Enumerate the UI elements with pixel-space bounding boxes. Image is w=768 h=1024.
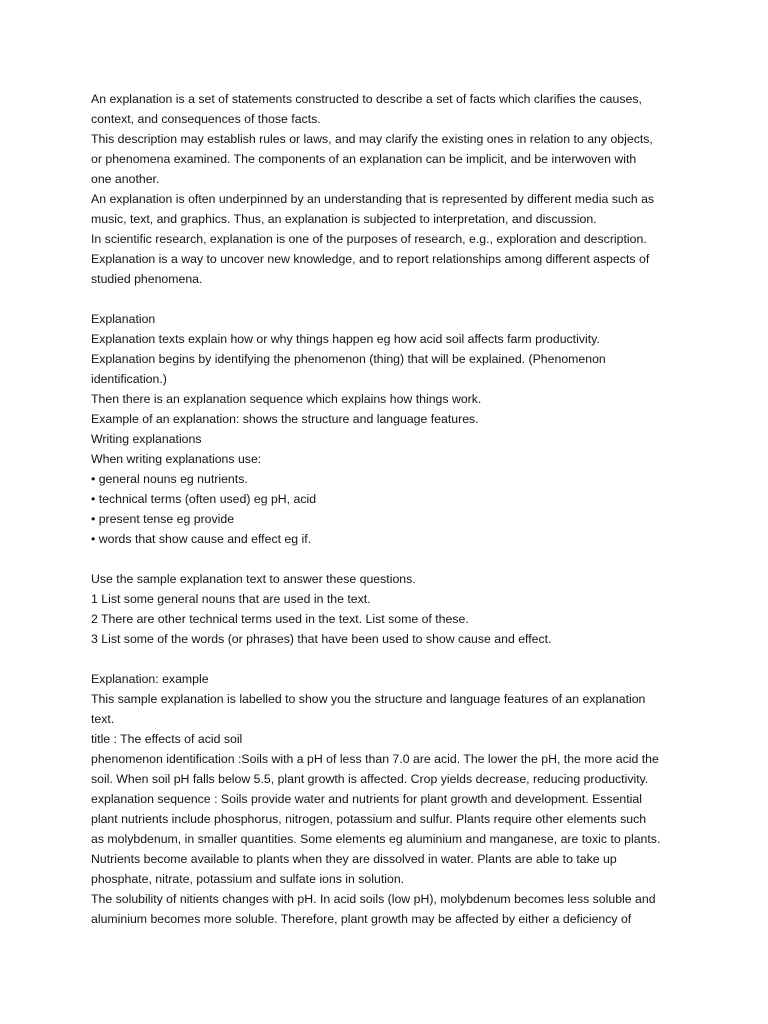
bullet-item: • technical terms (often used) eg pH, acid bbox=[91, 492, 317, 506]
text-line: phenomenon identification :Soils with a pH of less than 7.0 are acid. The lower the pH, the more acid the bbox=[91, 752, 659, 766]
questions-section bbox=[91, 569, 691, 649]
subheading: Writing explanations bbox=[91, 432, 202, 446]
question-item: 2 There are other technical terms used in the text. List some of these. bbox=[91, 612, 469, 626]
text-line: An explanation is a set of statements constructed to describe a set of facts which clarifies the causes, bbox=[91, 92, 642, 106]
intro-paragraph bbox=[91, 89, 691, 289]
text-line: or phenomena examined. The components of an explanation can be implicit, and be interwoven with bbox=[91, 152, 637, 166]
text-line: Use the sample explanation text to answer these questions. bbox=[91, 572, 416, 586]
bullet-item: • general nouns eg nutrients. bbox=[91, 472, 248, 486]
text-line: Then there is an explanation sequence which explains how things work. bbox=[91, 392, 482, 406]
text-line: as molybdenum, in smaller quantities. Some elements eg aluminium and manganese, are toxic to plants. bbox=[91, 832, 661, 846]
paragraph-spacer bbox=[91, 289, 691, 309]
example-section bbox=[91, 669, 691, 929]
text-line: In scientific research, explanation is one of the purposes of research, e.g., exploration and description. bbox=[91, 232, 647, 246]
bullet-item: • words that show cause and effect eg if. bbox=[91, 532, 312, 546]
text-line: studied phenomena. bbox=[91, 272, 203, 286]
text-line: Explanation texts explain how or why things happen eg how acid soil affects farm productivity. bbox=[91, 332, 600, 346]
paragraph-spacer bbox=[91, 649, 691, 669]
text-line: music, text, and graphics. Thus, an explanation is subjected to interpretation, and discussion. bbox=[91, 212, 597, 226]
text-line: This sample explanation is labelled to show you the structure and language features of an explanation bbox=[91, 692, 646, 706]
text-line: An explanation is often underpinned by an understanding that is represented by different media such as bbox=[91, 192, 655, 206]
text-line: phosphate, nitrate, potassium and sulfate ions in solution. bbox=[91, 872, 405, 886]
text-line: The solubility of nitients changes with pH. In acid soils (low pH), molybdenum becomes less soluble and bbox=[91, 892, 656, 906]
text-line: Explanation is a way to uncover new knowledge, and to report relationships among different aspects of bbox=[91, 252, 650, 266]
text-line: context, and consequences of those facts. bbox=[91, 112, 321, 126]
text-line: one another. bbox=[91, 172, 160, 186]
section-heading: Explanation bbox=[91, 312, 156, 326]
text-line: soil. When soil pH falls below 5.5, plant growth is affected. Crop yields decrease, reducing productivity. bbox=[91, 772, 649, 786]
text-line: title : The effects of acid soil bbox=[91, 732, 243, 746]
text-line: explanation sequence : Soils provide water and nutrients for plant growth and development. Essential bbox=[91, 792, 642, 806]
text-line: When writing explanations use: bbox=[91, 452, 262, 466]
document-page bbox=[91, 89, 691, 929]
text-line: aluminium becomes more soluble. Therefore, plant growth may be affected by either a deficiency of bbox=[91, 912, 632, 926]
question-item: 3 List some of the words (or phrases) that have been used to show cause and effect. bbox=[91, 632, 552, 646]
bullet-item: • present tense eg provide bbox=[91, 512, 235, 526]
question-item: 1 List some general nouns that are used in the text. bbox=[91, 592, 371, 606]
explanation-section bbox=[91, 309, 691, 549]
text-line: text. bbox=[91, 712, 115, 726]
paragraph-spacer bbox=[91, 549, 691, 569]
text-line: Nutrients become available to plants when they are dissolved in water. Plants are able to take up bbox=[91, 852, 617, 866]
section-heading: Explanation: example bbox=[91, 672, 209, 686]
text-line: This description may establish rules or laws, and may clarify the existing ones in relation to any objects, bbox=[91, 132, 653, 146]
text-line: plant nutrients include phosphorus, nitrogen, potassium and sulfur. Plants require other elements such bbox=[91, 812, 647, 826]
text-line: Explanation begins by identifying the phenomenon (thing) that will be explained. (Phenomenon bbox=[91, 352, 606, 366]
text-line: identification.) bbox=[91, 372, 167, 386]
text-line: Example of an explanation: shows the structure and language features. bbox=[91, 412, 479, 426]
